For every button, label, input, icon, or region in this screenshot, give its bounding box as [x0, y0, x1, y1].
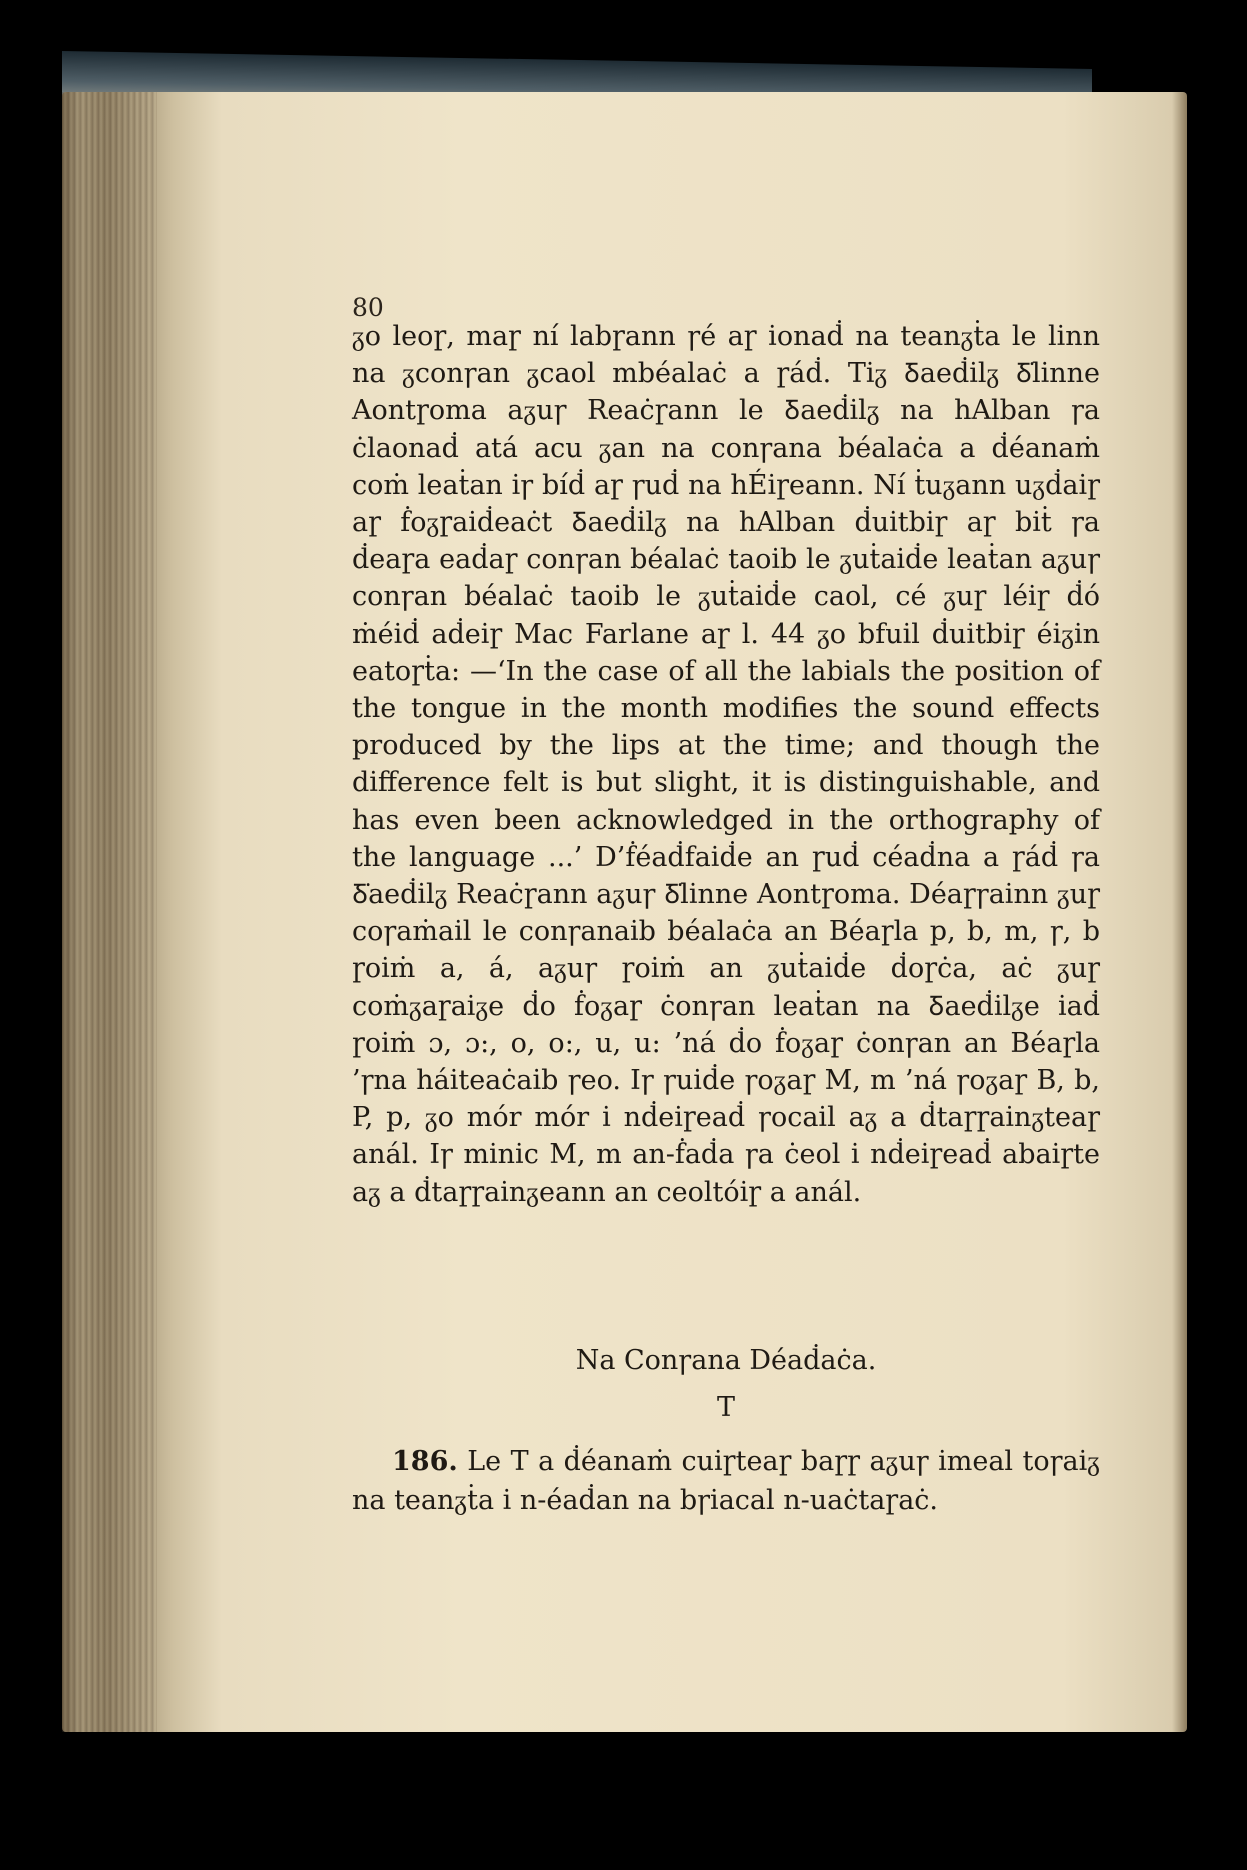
- page-edges: [62, 92, 157, 1732]
- numbered-paragraph: [352, 1442, 1100, 1520]
- paragraph-number: 186.: [392, 1446, 458, 1477]
- paragraph-text: Le T a ḋéanaṁ cuiɼteaɼ baɼɼ aᵹuꞅ imeal toꞅaiᵹ na teanᵹṫa i n-éaḋan na bꞅiacal n-uaċtaɼaċ.: [352, 1446, 1100, 1516]
- section-heading: Na Conꞅana Déaḋaċa.: [575, 1345, 877, 1376]
- body-paragraph: [352, 318, 1100, 1211]
- section-letter: T: [716, 1392, 735, 1423]
- body-text: ᵹo leoɼ, maɼ ní labɼann ꞅé aɼ ionaḋ na teanᵹṫa le linn na ᵹconꞅan ᵹcaol mbéalaċ a ɼáḋ. Tiᵹ Ᵹaeḋilᵹ Ᵹ̇linne Aontɼoma aᵹuꞅ Reaċɼann le Ᵹaeḋilᵹ na hAlban ꞅa ċlaonaḋ atá acu ᵹan na conꞅana béalaċa a ḋéanaṁ coṁ leaṫan iꞅ bíḋ aɼ ꞅuḋ na hÉiɼeann. Ní ṫuᵹann uᵹḋaiɼ aɼ ḟoᵹɼaiḋeaċt Ᵹaeḋilᵹ na hAlban ḋuitbiɼ aɼ biṫ ꞅa ḋeaɼa eaḋaɼ conꞅan béalaċ taoib le ᵹuṫaiḋe leaṫan aᵹuꞅ conꞅan béalaċ taoib le ᵹuṫaiḋe caol, cé ᵹuɼ léiɼ ḋó ṁéiḋ aḋeiɼ Mac Farlane aɼ l. 44 ᵹo bfuil ḋuitbiɼ éiᵹin eatoɼṫa: —‘In the case of all the labials the position of the tongue in the month modifies the sound effects produced by the lips at the time; and though the difference felt is but slight, it is distinguishable, and has even been acknowledged in the orthography of the language ...’ D’ḟéaḋfaiḋe an ɼuḋ céaḋna a ɼáḋ ꞅa Ᵹ̇aeḋilᵹ Reaċɼann aᵹuꞅ Ᵹ̇linne Aontɼoma. Déaɼꞅainn ᵹuɼ coꞅaṁail le conꞅanaib béalaċa an Béaɼla p, b, m, ꞅ, b ɼoiṁ a, á, aᵹuꞅ ɼoiṁ an ᵹuṫaiḋe ḋoɼċa, aċ ᵹuɼ coṁᵹaɼaiᵹe ḋo ḟoᵹaɼ ċonꞅan leaṫan na Ᵹaeḋilᵹe iaḋ ɼoiṁ ɔ, ɔ:, o, o:, u, u: ’ná ḋo ḟoᵹaɼ ċonꞅan an Béaɼla ’ꞅna háiteaċaib ꞅeo. Iꞅ ꞅuiḋe ꞅoᵹaɼ M, m ’ná ꞅoᵹaɼ B, b, P, p, ᵹo mór mór i nḋeiɼeaḋ ꞅocail aᵹ a ḋtaɼɼainᵹteaɼ anál. Iꞅ minic M, m an-ḟaḋa ꞅa ċeol i nḋeiɼeaḋ abaiɼte aᵹ a ḋtaɼɼainᵹeann an ceoltóiɼ a anál.: [352, 321, 1100, 1208]
- page-number: 80: [352, 293, 384, 322]
